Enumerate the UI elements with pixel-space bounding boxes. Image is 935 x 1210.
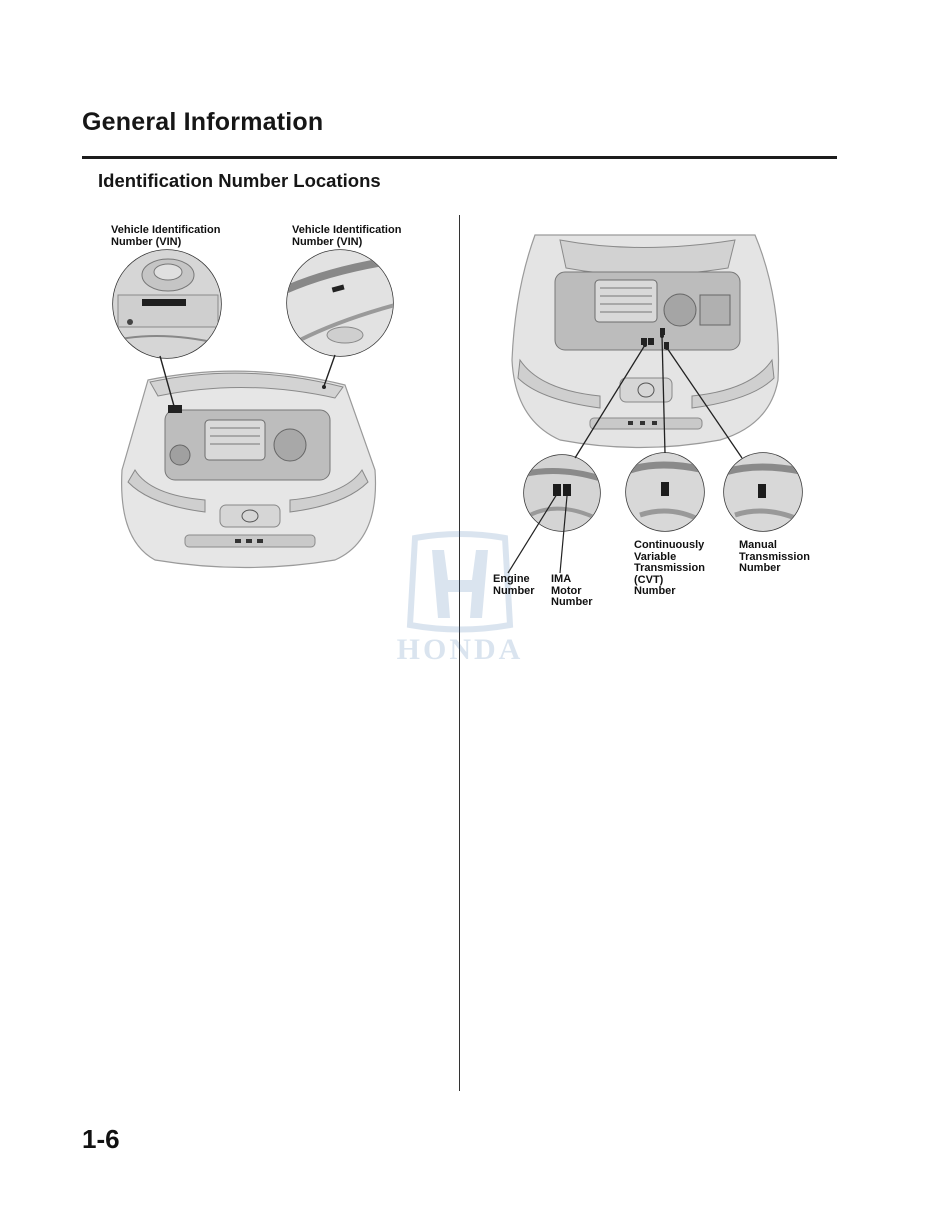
callout-vin-left: Vehicle Identification Number (VIN) xyxy=(111,224,221,248)
car-front-view-right xyxy=(512,235,779,448)
cvt-detail-circle xyxy=(622,450,712,540)
engine-ima-detail-circle xyxy=(520,450,610,540)
callout-ima-motor-number: IMA Motor Number xyxy=(551,573,593,608)
callout-engine-number: Engine Number xyxy=(493,573,535,597)
page-number: 1-6 xyxy=(82,1124,120,1154)
callout-vin-right: Vehicle Identification Number (VIN) xyxy=(292,224,402,248)
callout-mt-number: Manual Transmission Number xyxy=(739,539,810,574)
mt-detail-circle xyxy=(720,450,810,540)
watermark-text: HONDA xyxy=(396,633,524,666)
section-title: General Information xyxy=(82,108,324,136)
callout-cvt-number: Continuously Variable Transmission (CVT) Number xyxy=(634,539,705,597)
subsection-title: Identification Number Locations xyxy=(98,170,381,191)
